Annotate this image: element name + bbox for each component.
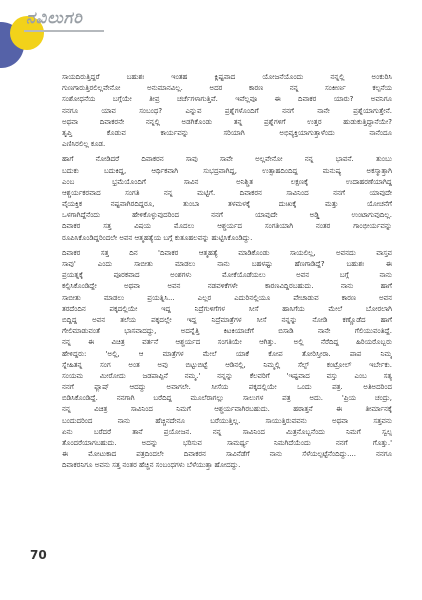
article-line: ದಿವಾಕರ ಸತ್ತ ವಿಷಯ ಮೊದಲು ಆಶ್ಚರ್ಯದ ಸಂಗತಿಯಾಗಿ ನಂತರ ಗಾಂಭೀರ್ಯವನ್ನು bbox=[62, 222, 392, 231]
page-header bbox=[0, 0, 422, 70]
article-line: ಸಾಯದಿರುತ್ತಿದ್ದರೆ ಬಹುಶಃ ಇಂತಹ ಕ್ಲಿಷ್ಟವಾದ ಯೋಜನೆಯೊಂದು ನನ್ನಲ್ಲಿ ಅಂಕುರಿಸಿ bbox=[62, 73, 392, 81]
magazine-title: ನವಿಲುಗರಿ bbox=[26, 8, 83, 27]
article-line: ಅಥವಾ ದಿವಾಕರನೇ ನನ್ನಲ್ಲಿ ಅಡಗಿಕೊಂಡು ತನ್ನ ಪ್ರಶ್ನೆಗಳಿಗೆ ಉತ್ತರ ಹುಡುಕುತ್ತಿದ್ದಾನೆಯೇ? bbox=[62, 117, 392, 126]
article-line: ತೃಪ್ತಿ ಕೊಡುವ ಕಾರ್ಯವನ್ನು ಸರಿಯಾಗಿ ಅಭಿವ್ಯಕ್ತಿಯಾಗುತ್ತಾಳೆಂದು ನಾನೆಂದೂ bbox=[62, 128, 392, 137]
article-line: ಸಂಯಮ ಮೀರೋದು ಜಡಪಾಪ್ಪಿನೆ ನಮ್ಮ.' ನನ್ನನ್ನು ಕೆಲವರಿಗೆ 'ಇಷ್ಟವಾದ ವಸ್ತು ಎಂಬ ಸತ್ಯ bbox=[62, 371, 392, 380]
article-line: ದಿವಾಕರ ಸತ್ತ ದಿನ 'ದಿವಾಕರ ಆತ್ಮಹತ್ಯೆ ಮಾಡಿಕೊಂಡು ಸಾಯಲಿಲ್ಲ, ಅವನದು ವಾಸ್ತವ bbox=[62, 248, 392, 257]
article-line: ಈ ಮೋಟುಕಾದ ಪತ್ರದಿಂದಲೇ ದಿವಾಕರನ ಸಾವಿನೆಡೆಗೆ ನಾನು ಸೆಳೆಯಲ್ಪಟ್ಟೆನೆಂದಿದ್ದು.... ನನಗೂ bbox=[62, 450, 392, 459]
article-line: ತರದೆಂದಿನ ಪಕ್ಕದಲ್ಲಿಯೇ ಇದ್ದ ನಿದ್ರೆಗುಳಿಗೆಗಳ ಸೀಸೆ ಹಾಸಿಗೆಯ ಮೇಲೆ ಬೋರಲಾಗಿ bbox=[62, 304, 392, 313]
article-line: ಸಂಶೋಧನೆಯ ಬಗ್ಗೆಯೇ ತೀವ್ರ ಚರ್ಚೆಗಳಾಗುತ್ತಿವೆ. ಇವೆಲ್ಲವೂ ಈ ದಿವಾಕರ ಯಾರು? ಅವನಿಗೂ bbox=[62, 95, 392, 104]
article-line: ಆಶ್ಚರ್ಯಕರವಾದ ಸಂಗತಿ ನನ್ನ ಮಟ್ಟಿಗೆ. ದಿವಾಕರನ ಸಾವಿನಿಂದ ನನಗೆ ಯಾವುದೇ bbox=[62, 188, 392, 197]
article-line: ಗುಣಗಾರುತ್ತಿರಲಿಲ್ಲವೇನೋ ಅನುಮಾನವಿಲ್ಲ. ಅದರ ಕಾರಣ ನನ್ನ ಸಂಕೀರ್ಣ ಕಲ್ಪನೆಯ bbox=[62, 84, 392, 93]
article-line: ಸ್ನೇಹಿತನ್ನ ಸಂಗ ಅಂತ ಅವು ಬಿಟ್ಟುಬಿಟ್ಟೆ ಆಡಿನಲ್ಲಿ, ನಿಮ್ಮಲ್ಲಿ ಸೆಲ್ಫ್ ಕಂಟ್ರೋಲ್ ಇರ್ಬೇಕು. bbox=[62, 360, 392, 369]
article-line: ಏನು ಬರೆದರೆ ತಾನೆ ಪ್ರಯೋಜನ. ನನ್ನ ಸಾವಿನಿಂದ ಮಿತ್ರನೊಬ್ಬನೆಂದು ನಿಮಗೆ ಸ್ವಲ್ಪ bbox=[62, 427, 392, 436]
article-line: ರೂಪಿಸಿಕೊಂಡಿದ್ದರಿಂದಲೇ ಅವನ ಆತ್ಮಹತ್ಯೆಯ ಬಗ್ಗೆ ಕುತೂಹಲವನ್ನು ಹುಟ್ಟಿಸಿಕೊಂಡಿದ್ದು. bbox=[62, 233, 253, 242]
article-line: ನನ್ನ ಈ ವಿಚಿತ್ರ ವರ್ತನೆ ಆಶ್ಚರ್ಯದ ಸಂಗತಿಯೇ ಆಗಿತ್ತು. ಅಲ್ಲಿ ನೆರೆದಿದ್ದ ಹಿರಿಯರೊಬ್ಬರು bbox=[62, 338, 392, 347]
article-line: ಬಿಡಿಸಿಕೊಂಡಿದ್ದೆ. ನನಗಾಗಿ ಬರೆದಿದ್ದ ಮೂಲೆರಾಗಲ್ಲು ಸಾಲುಗಳ ಪತ್ರ ಅದು. 'ಪ್ರಿಯ ಚಂದ್ರು, bbox=[62, 394, 392, 403]
article-body bbox=[62, 72, 392, 472]
header-rule bbox=[24, 30, 104, 32]
article-line: ಬಂದುದರಿಂದ ನಾನು ಹೆಚ್ಚಿನದೇನೂ ಬರೆಯುತ್ತಿಲ್ಲ. ಸಾಯುತ್ತಿರುವವನು ಅಥವಾ ಸತ್ತವನು bbox=[62, 416, 392, 425]
article-line: ಹಾಗೆ ನೋಡಿದರೆ ದಿವಾಕರನ ಸಾವು ಸಾವೇ ಅಲ್ಲವೇನೋ ನನ್ನ ಭಾವನೆ. ತುಂಬು bbox=[62, 155, 392, 164]
article-line: ಕಲ್ಪಿಸಿಕೊಂಡಿದ್ದೇ ಅಥವಾ ಅವನ ನಡವಳಿಕೆಗಳೇ ಕಾರಣವಿದ್ದಿರಬಹುದು. ನಾನು ಹಾಗೆ bbox=[62, 282, 392, 291]
article-line: ಒಳಗಾಗಿದ್ದೆನೆಂದು ಹೇಳಿಕೊಳ್ಳುವುದರಿಂದ ನನಗೆ ಯಾವುದೇ ಅಡ್ಡಿ ಉಂಟಾಗುವುದಿಲ್ಲ. bbox=[62, 211, 392, 220]
page-number: 70 bbox=[30, 548, 47, 562]
article-line: ಪ್ರಯತ್ನಕ್ಕೆ ಪೂರಕವಾದ ಅಂಶಗಳು ಮೋಕೆಯೊಡೆಯಲು ಅವನ ಬಗ್ಗೆ ನಾನು bbox=[62, 271, 392, 280]
article-line: ವೈಯಕ್ತಿಕ ನಷ್ಟವಾಗಿರದಿದ್ದರೂ, ತುಂಬಾ ತಳಮಳಕ್ಕೆ ದುಃಖಕ್ಕೆ ಮತ್ತು ಯೋಚನೆಗೆ bbox=[62, 200, 392, 209]
article-line: ಬಿದ್ದಿದ್ದ ಅವನ ತಲೆಯ ಪಕ್ಕದಲ್ಲೇ ಇದ್ದ ನಿದ್ರೆಮಾತ್ರೆಗಳ ಸೀಸೆ ನನ್ನನ್ನು ನೋಡಿ ಕಣ್ಣೊಡೆದ ಹಾಗೆ bbox=[62, 315, 392, 324]
article-line: ನನಗೆ ಫ್ಲಾಷ್ ಆದದ್ದು ಅವಾಗಲೇ. ಸೀಸೆಯ ಪಕ್ಕದಲ್ಲಿಯೇ ಒಂದು ಪತ್ರ. ಅತಿಅದರಿಂದ bbox=[62, 383, 392, 392]
article-line: ಸಾವು' ಎಂದು ಸಾಬೀತು ಮಾಡಲು ನಾನು ಬಹಳಷ್ಟು ಹೆಣಗಾಡಿದ್ದೆ? ಬಹುಶಃ ಈ bbox=[62, 260, 392, 268]
article-line: ಸಾಬೀತು ಮಾಡಲು ಪ್ರಯತ್ನಿಸಿ... ಎಲ್ಲರ ಎದುರಿನಲ್ಲಿಯೂ ಪೇಚಾಡುವ ಕಾರಣ ಅವನ bbox=[62, 293, 392, 302]
article-line: ಎಂಬ ಭ್ರಮೆಯೊಂದಿಗೆ ಸಾವಿನ ಅನಿಶ್ಚಿತ ಲಕ್ಷಣಕ್ಕೆ ಉದಾಹರಣೆಯಾಗಿದ್ದ bbox=[62, 177, 392, 186]
article-line: ಗೇಲಿಮಾಡುವಂತೆ ಭಾಸವಾದದ್ದು, ಅದನ್ನೆತ್ತಿ ಕಿಟಕಿಯಾಚೆಗೆ ಬಿಸಾಡಿ ನಾನೇ ಗೆಲಿಯುವಂತಿದ್ದೆ. bbox=[62, 327, 392, 336]
article-line: ಹೇಳಿದ್ದರು: 'ಅಲ್ಲಿ, ಆ ಮಾತ್ರೆಗಳ ಮೇಲೆ ಯಾಕೆ ಕೋಪ ತೋರಿಸ್ತೀರಾ. ಪಾಪ ನಿಮ್ಮ bbox=[62, 349, 392, 358]
article-line: ಎಣಿಸಿರಲಿಲ್ಲ ಕೂಡ. bbox=[62, 140, 106, 149]
article-line: ನನ್ನ ವಿಚಿತ್ರ ಸಾವಿನಿಂದ ನಿಮಗೆ ಆಶ್ಚರ್ಯವಾಗಿರಬಹುದು. ಹಠಾತ್ತನೆ ಈ ತೀರ್ಮಾನಕ್ಕೆ bbox=[62, 405, 392, 414]
article-line: ನನಗೂ ಯಾವ ಸಂಬಂಧ? ಎನ್ನುವ ಪ್ರಶ್ನೆಗಳೊಂದಿಗೆ ನನಗೆ ನಾನೇ ಪ್ರಶ್ನೆಯಾಗುತ್ತೇನೆ. bbox=[62, 106, 392, 115]
article-line: ಬದುಕು ಬದುಕಿದ್ದ, ಆರ್ಥಿಕವಾಗಿ ಸುಭದ್ರವಾಗಿದ್ದ, ಉತ್ಸಾಹದಿಂದಿದ್ದ ಮನುಷ್ಯ ಅಕಸ್ಮಾತ್ತಾಗಿ bbox=[62, 166, 392, 175]
article-line: ದಿವಾಕರನಿಗೂ ಅವನು ಸತ್ತ ನಂತರ ಹೆಚ್ಚಿನ ಸಂಬಂಧಗಳು ಬೆಳೆಯುತ್ತಾ ಹೋದದ್ದು. bbox=[62, 461, 241, 470]
article-line: ತೊಂದರೆಯಾಗಬಹುದು. ಅದನ್ನು ಭರಿಸುವ ಸಾಮರ್ಥ್ಯ ನಿಮಗಿದೆಯೆಂದು ನನಗೆ ಗೊತ್ತು.' bbox=[62, 439, 392, 447]
